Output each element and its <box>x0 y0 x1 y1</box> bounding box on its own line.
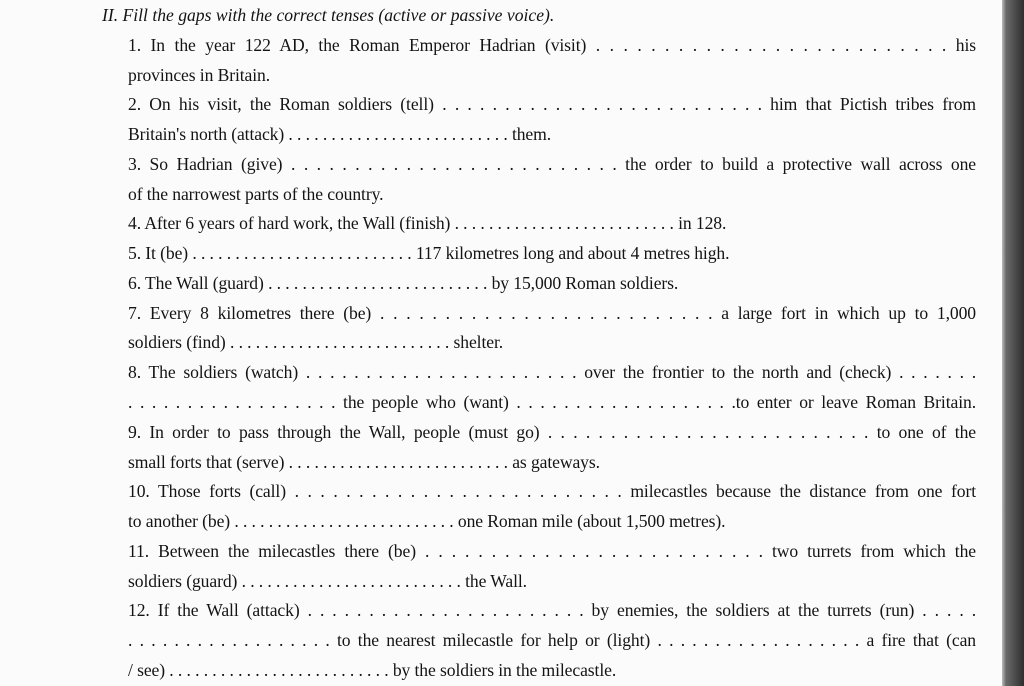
item-1-line-1: 1. In the year 122 AD, the Roman Emperor Hadrian (visit) . . . . . . . . . . . . . . . . . . . . . . . . . . his <box>128 35 976 55</box>
item-5-line-1: 5. It (be) . . . . . . . . . . . . . . . . . . . . . . . . . . 117 kilometres long and about 4 metres high. <box>128 243 730 263</box>
item-2-line-1: 2. On his visit, the Roman soldiers (tell) . . . . . . . . . . . . . . . . . . . . . . . . . . him that Pictish tribes from <box>128 94 976 114</box>
item-7-line-2: soldiers (find) . . . . . . . . . . . . . . . . . . . . . . . . . . shelter. <box>128 332 504 352</box>
item-4-line-1: 4. After 6 years of hard work, the Wall (finish) . . . . . . . . . . . . . . . . . . . . . . . . . . in 128. <box>128 213 727 233</box>
page-edge-shadow <box>1002 0 1024 686</box>
item-12-line-3: / see) . . . . . . . . . . . . . . . . . . . . . . . . . . by the soldiers in the milecastle. <box>128 660 617 680</box>
exercise-heading: II. Fill the gaps with the correct tenses (active or passive voice). <box>102 5 555 25</box>
item-1-line-2: provinces in Britain. <box>128 65 271 85</box>
item-12-line-2: . . . . . . . . . . . . . . . . . . to the nearest milecastle for help or (light) . . . . . . . . . . . . . . . . . . a fire that (can <box>128 630 976 650</box>
item-7-line-1: 7. Every 8 kilometres there (be) . . . . . . . . . . . . . . . . . . . . . . . . . . a large fort in which up to 1,000 <box>128 303 976 323</box>
item-10-line-1: 10. Those forts (call) . . . . . . . . . . . . . . . . . . . . . . . . . . milecastles because the distance from one fort <box>128 481 976 501</box>
item-6-line-1: 6. The Wall (guard) . . . . . . . . . . . . . . . . . . . . . . . . . . by 15,000 Roman soldiers. <box>128 273 679 293</box>
item-3-line-1: 3. So Hadrian (give) . . . . . . . . . . . . . . . . . . . . . . . . . . the order to build a protective wall across one <box>128 154 976 174</box>
item-9-line-1: 9. In order to pass through the Wall, people (must go) . . . . . . . . . . . . . . . . . . . . . . . . . . to one of the <box>128 422 976 442</box>
item-11-line-2: soldiers (guard) . . . . . . . . . . . . . . . . . . . . . . . . . . the Wall. <box>128 571 527 591</box>
item-10-line-2: to another (be) . . . . . . . . . . . . . . . . . . . . . . . . . . one Roman mile (about 1,500 metres). <box>128 511 726 531</box>
item-8-line-2: . . . . . . . . . . . . . . . . . . the people who (want) . . . . . . . . . . . . . . . . . . .to enter or leave Roman Britain. <box>128 392 976 412</box>
item-2-line-2: Britain's north (attack) . . . . . . . . . . . . . . . . . . . . . . . . . . them. <box>128 124 552 144</box>
item-8-line-1: 8. The soldiers (watch) . . . . . . . . . . . . . . . . . . . . . . . over the frontier to the north and (check) . . . . . . . <box>128 362 976 382</box>
item-12-line-1: 12. If the Wall (attack) . . . . . . . . . . . . . . . . . . . . . . . by enemies, the soldiers at the turrets (run) . . . . . <box>128 600 976 620</box>
item-9-line-2: small forts that (serve) . . . . . . . . . . . . . . . . . . . . . . . . . . as gateways. <box>128 452 600 472</box>
item-3-line-2: of the narrowest parts of the country. <box>128 184 384 204</box>
item-11-line-1: 11. Between the milecastles there (be) . . . . . . . . . . . . . . . . . . . . . . . . . . two turrets from which the <box>128 541 976 561</box>
